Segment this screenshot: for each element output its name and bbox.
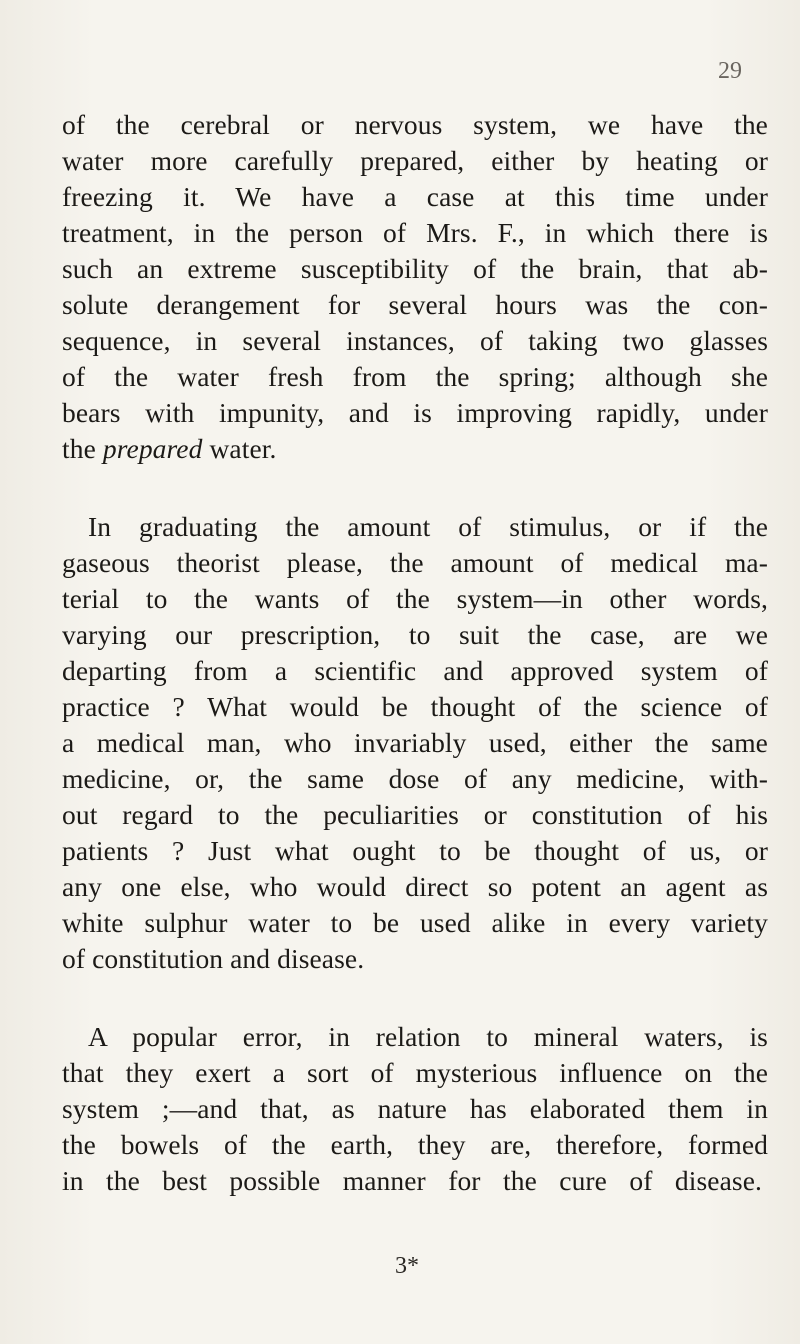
text-line: out regard to the peculiarities or constitution of his [62, 799, 768, 830]
text-line: bears with impunity, and is improving rapidly, under [62, 397, 768, 428]
text-line: freezing it. We have a case at this time under [62, 181, 768, 212]
text-line: departing from a scientific and approved system of [62, 655, 768, 686]
text-line: such an extreme susceptibility of the brain, that ab- [62, 253, 768, 284]
text-word: the [62, 433, 96, 464]
text-line: any one else, who would direct so potent an agent as [62, 871, 768, 902]
text-line: of the cerebral or nervous system, we have the [62, 109, 768, 140]
text-line: the bowels of the earth, they are, therefore, formed [62, 1129, 768, 1160]
text-line: that they exert a sort of mysterious influence on the [62, 1057, 768, 1088]
text-line: In graduating the amount of stimulus, or if the [88, 511, 768, 542]
text-line: white sulphur water to be used alike in every variety [62, 907, 768, 938]
text-line: patients ? Just what ought to be thought of us, or [62, 835, 768, 866]
text-line: a medical man, who invariably used, either the same [62, 727, 768, 758]
italic-word: prepared [102, 433, 203, 464]
page-number: 29 [718, 58, 742, 84]
text-line: of the water fresh from the spring; although she [62, 361, 768, 392]
text-line: in the best possible manner for the cure of disease. [62, 1165, 762, 1196]
text-line: A popular error, in relation to mineral waters, is [88, 1021, 768, 1052]
text-line: sequence, in several instances, of taking two glasses [62, 325, 768, 356]
text-line: of constitution and disease. [62, 943, 365, 974]
text-line: medicine, or, the same dose of any medicine, with- [62, 763, 768, 794]
text-line: varying our prescription, to suit the case, are we [62, 619, 768, 650]
text-line: terial to the wants of the system—in other words, [62, 583, 768, 614]
text-line: water more carefully prepared, either by heating or [62, 145, 768, 176]
text-line: solute derangement for several hours was the con- [62, 289, 768, 320]
signature-mark: 3* [395, 1253, 419, 1279]
text-word: water. [209, 433, 277, 464]
text-line: gaseous theorist please, the amount of medical ma- [62, 547, 768, 578]
text-line: system ;—and that, as nature has elaborated them in [62, 1093, 768, 1124]
text-line [62, 432, 276, 466]
text-line: treatment, in the person of Mrs. F., in which there is [62, 217, 768, 248]
text-line: practice ? What would be thought of the science of [62, 691, 768, 722]
